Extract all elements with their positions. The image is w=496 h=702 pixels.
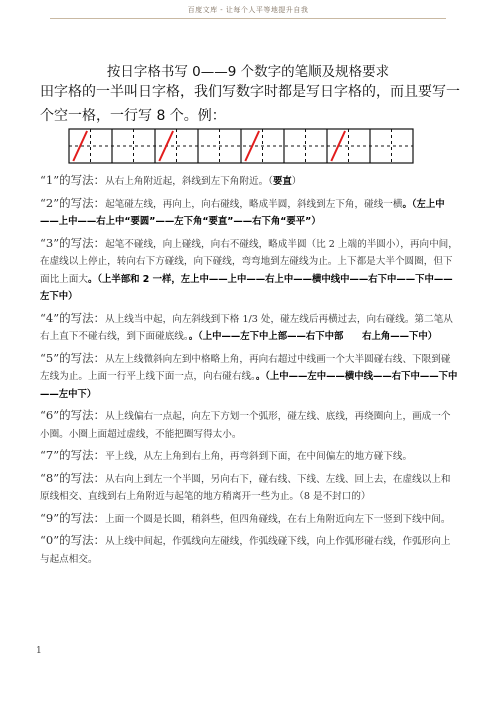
intro-paragraph: 田字格的一半叫日字格，我们写数字时都是写日字格的，而且要写一个空一格，一行写 8 个。例：	[40, 84, 460, 124]
instruction-paragraph	[40, 532, 460, 568]
instruction-heading: “5”的写法：	[40, 350, 106, 365]
instruction-text: 从左上线微斜向左到中格略上角，再向右超过中线画一个大半圆碰右线、下限到碰左线为止。上面一行平上线下面一点，向右碰右线。	[40, 353, 451, 382]
instruction-emphasis: 。（上中——左下中上部——右下中部 右上角——下中）	[188, 331, 438, 342]
instruction-text: 从上线中间起，作弧线向左碰线，作弧线碰下线，向上作弧形碰右线，作弧形向上与起点相交。	[40, 536, 451, 565]
instruction-text: 从上线当中起，向左斜线到下格 1/3 处，碰左线后再横过去，向右碰线。第二笔从右上直下不碰右线，到下面碰底线。	[40, 313, 453, 342]
instruction-paragraph	[40, 470, 460, 506]
instruction-text: 起笔碰左线，再向上，向右碰线，略成半圆，斜线到左下角，碰线一横	[105, 198, 403, 210]
example-grid	[68, 128, 414, 164]
instruction-text: 从右上角附近起，斜线到左下角附近。（	[105, 176, 273, 187]
instruction-emphasis: 。（左上中——上中——右上中“要圆”——左下角“要直”——右下角“要平”）	[40, 198, 445, 227]
instruction-emphasis: 。（上中——左中——横中线——右下中——下中——左中下）	[40, 371, 458, 400]
instruction-paragraph	[40, 510, 460, 529]
instruction-text: 上面一个圆是长圆，稍斜些，但四角碰线，在右上角附近向左下一竖到下线中间。	[105, 513, 451, 525]
instruction-paragraph	[40, 235, 460, 306]
example-grid-svg	[68, 128, 414, 164]
instruction-emphasis: 要直	[272, 176, 292, 187]
instruction-text: 起笔不碰线，向上碰线，向右不碰线，略成半圆（比 2 上端的半圆小），再向中间，在虚线以上停止，转向右下方碰线，向下碰线，弯弯地到左碰线为止。上下都是大半个圆圈，但下面比上面大	[40, 238, 458, 285]
instruction-heading: “3”的写法：	[40, 235, 106, 250]
writing-instructions	[40, 172, 460, 572]
instruction-paragraph	[40, 350, 460, 404]
page-number: 1	[36, 646, 42, 656]
instruction-heading: “8”的写法：	[40, 470, 106, 485]
instruction-text: 从上线偏右一点起，向左下方划一个弧形，碰左线、底线，再绕圈向上，画成一个小圈。小圈上面超过虚线，不能把圈写得太小。	[40, 411, 451, 440]
instruction-heading: “7”的写法：	[40, 448, 106, 462]
instruction-paragraph	[40, 172, 460, 191]
instruction-paragraph	[40, 195, 460, 231]
instruction-paragraph	[40, 310, 460, 346]
header-divider	[50, 18, 446, 19]
instruction-text-tail: ）	[291, 176, 302, 187]
instruction-paragraph	[40, 447, 460, 466]
instruction-heading: “2”的写法：	[40, 195, 106, 210]
instruction-heading: “9”的写法：	[40, 510, 106, 525]
instruction-heading: “6”的写法：	[40, 408, 106, 422]
page-header: 百度文库 - 让每个人平等地提升自我	[187, 6, 309, 14]
instruction-text: 平上线，从左上角到右上角，再弯斜到下面，在中间偏左的地方碰下线。	[105, 451, 413, 462]
instruction-paragraph	[40, 407, 460, 443]
instruction-text: 从右向上到左一个半圆，另向右下，碰右线、下线、左线、回上去，在虚线以上和原线相交、直线到右上角附近与起笔的地方稍离开一些为止。（8 是不封口的）	[40, 473, 451, 502]
instruction-heading: “0”的写法：	[40, 533, 106, 547]
instruction-emphasis: 。（上半部和 2 一样，左上中——上中——右上中——横中线中——右下中——下中——左下中）	[40, 273, 453, 302]
document-title: 按日字格书写 0——9 个数字的笔顺及规格要求	[106, 64, 390, 80]
instruction-heading: “1”的写法：	[40, 173, 106, 187]
instruction-heading: “4”的写法：	[40, 310, 106, 325]
